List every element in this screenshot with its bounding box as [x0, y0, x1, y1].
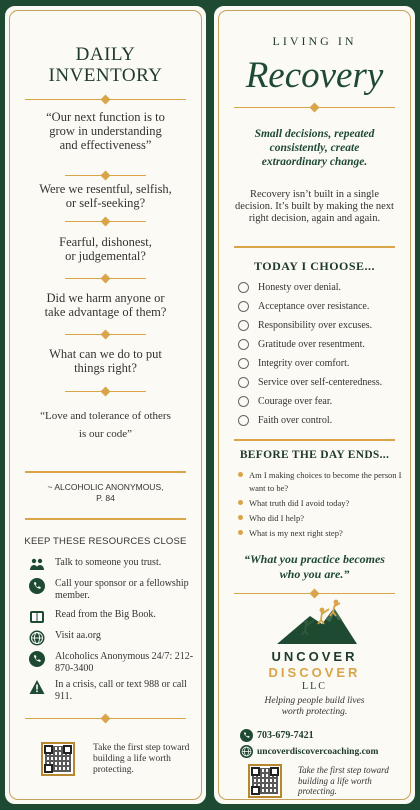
- title-line-inventory: INVENTORY: [48, 65, 163, 86]
- website-link[interactable]: uncoverdiscovercoaching.com: [240, 745, 378, 758]
- attribution: ~ ALCOHOLIC ANONYMOUS, P. 84: [47, 482, 164, 503]
- divider: [65, 330, 146, 340]
- reflection-question: Who did I help?: [238, 512, 405, 525]
- divider: [65, 171, 146, 181]
- gold-rule: [234, 246, 395, 248]
- phone-contact[interactable]: 703-679-7421: [240, 729, 314, 742]
- checkbox-circle[interactable]: [238, 282, 249, 293]
- divider: [65, 217, 146, 227]
- living-in-heading: LIVING IN: [272, 34, 357, 48]
- brand-uncover: UNCOVER: [271, 649, 358, 664]
- choice-item[interactable]: Responsibility over excuses.: [238, 320, 407, 331]
- qr-code[interactable]: [41, 742, 75, 776]
- intro-text: Recovery isn’t built in a single decision. It’s built by making the next right decision, again and again.: [235, 189, 394, 224]
- checkbox-circle[interactable]: [238, 415, 249, 426]
- phone-icon: [240, 729, 253, 742]
- choice-item[interactable]: Integrity over comfort.: [238, 358, 407, 369]
- closing-quote: “What you practice becomes who you are.”: [244, 552, 385, 581]
- daily-inventory-card: [3, 4, 208, 806]
- daily-inventory-title: [5, 44, 206, 86]
- checkbox-circle[interactable]: [238, 358, 249, 369]
- divider: [65, 274, 146, 284]
- reflection-question: Am I making choices to become the person I want to be?: [238, 469, 405, 495]
- choice-item[interactable]: Service over self-centeredness.: [238, 377, 407, 388]
- choice-item[interactable]: Faith over control.: [238, 415, 407, 426]
- living-in-recovery-card: [212, 4, 417, 806]
- opening-quote: “Our next function is to grow in understanding and effectiveness”: [46, 110, 165, 152]
- resource-item: Read from the Big Book.: [29, 609, 196, 625]
- inventory-question: What can we do to put things right?: [49, 347, 162, 375]
- reflection-question: What is my next right step?: [238, 527, 405, 540]
- globe-icon: [240, 745, 253, 758]
- brand-llc: LLC: [302, 681, 327, 692]
- divider: [25, 95, 186, 105]
- resource-item: Call your sponsor or a fellowship member.: [29, 578, 196, 602]
- motto: “Love and tolerance of others is our code”: [40, 410, 171, 440]
- resources-heading: KEEP THESE RESOURCES CLOSE: [24, 536, 187, 547]
- warning-icon: [29, 679, 45, 695]
- choice-item[interactable]: Acceptance over resistance.: [238, 301, 407, 312]
- globe-icon: [29, 630, 45, 646]
- recovery-script-title: Recovery: [245, 55, 384, 96]
- reflection-question: What truth did I avoid today?: [238, 497, 405, 510]
- checkbox-circle[interactable]: [238, 301, 249, 312]
- mountain-climbers-logo: [272, 598, 362, 646]
- brand-tagline: Helping people build lives worth protecting.: [264, 696, 365, 717]
- checkbox-circle[interactable]: [238, 320, 249, 331]
- divider: [234, 103, 395, 113]
- inventory-question: Were we resentful, selfish, or self-seeking?: [39, 182, 172, 210]
- resource-item: Alcoholics Anonymous 24/7: 212-870-3400: [29, 651, 196, 675]
- book-icon: [29, 609, 45, 625]
- choice-item[interactable]: Courage over fear.: [238, 396, 407, 407]
- checkbox-circle[interactable]: [238, 339, 249, 350]
- inventory-question: Did we harm anyone or take advantage of them?: [44, 291, 167, 319]
- today-i-choose-heading: TODAY I CHOOSE...: [253, 259, 376, 273]
- before-day-ends-heading: BEFORE THE DAY ENDS...: [239, 449, 390, 461]
- resource-item: Visit aa.org: [29, 630, 196, 646]
- gold-rule: [25, 471, 186, 473]
- phone-icon: [29, 578, 45, 594]
- brand-discover: DISCOVER: [268, 665, 361, 680]
- checkbox-circle[interactable]: [238, 377, 249, 388]
- qr-caption: Take the first step toward building a life worth protecting.: [298, 765, 389, 796]
- resource-item: Talk to someone you trust.: [29, 557, 196, 573]
- gold-rule: [234, 439, 395, 441]
- choice-item[interactable]: Honesty over denial.: [238, 282, 407, 293]
- qr-code[interactable]: [248, 764, 282, 798]
- tagline: Small decisions, repeated consistently, create extraordinary change.: [254, 128, 375, 168]
- inventory-question: Fearful, dishonest, or judgemental?: [59, 235, 152, 263]
- phone-icon: [29, 651, 45, 667]
- people-icon: [29, 557, 45, 573]
- divider: [65, 387, 146, 397]
- qr-caption: Take the first step toward building a life worth protecting.: [93, 743, 190, 775]
- checkbox-circle[interactable]: [238, 396, 249, 407]
- title-line-daily: DAILY: [75, 44, 136, 65]
- gold-rule: [25, 518, 186, 520]
- resource-item: In a crisis, call or text 988 or call 911.: [29, 679, 196, 703]
- choice-item[interactable]: Gratitude over resentment.: [238, 339, 407, 350]
- divider: [25, 714, 186, 724]
